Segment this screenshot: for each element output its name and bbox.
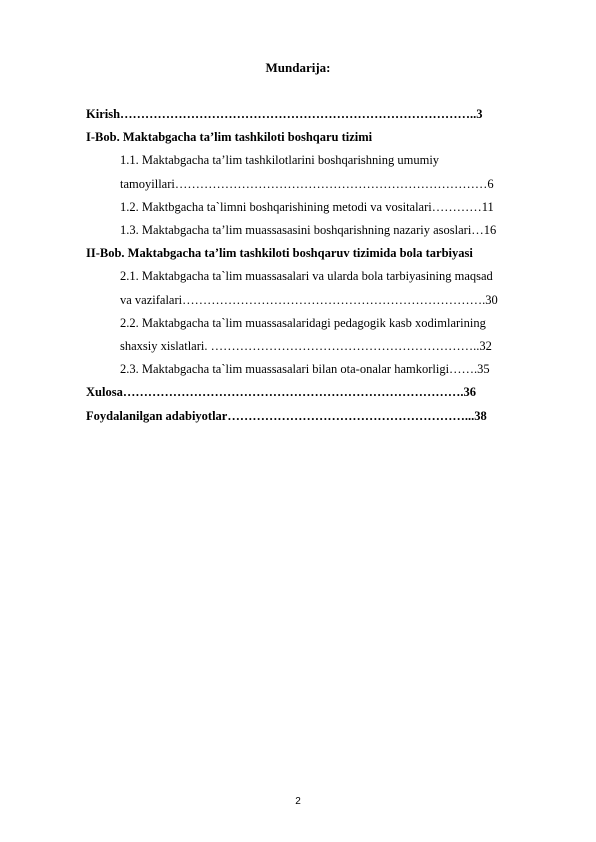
toc-entry-adabiyotlar: Foydalanilgan adabiyotlar…………………………………………………...38 xyxy=(86,408,487,423)
toc-chapter-1: I-Bob. Maktabgacha ta’lim tashkiloti boshqaru tizimi xyxy=(86,130,373,145)
toc-section-2-2-continued: shaxsiy xislatlari. ………………………………………………………..32 xyxy=(120,339,492,354)
toc-section-1-1-continued: tamoyillari…………………………………………………………………6 xyxy=(120,176,494,191)
toc-section-2-2: 2.2. Maktabgacha ta`lim muassasalaridagi pedagogik kasb xodimlarining xyxy=(120,315,486,330)
toc-section-1-1: 1.1. Maktabgacha ta’lim tashkilotlarini boshqarishning umumiy xyxy=(120,153,440,168)
toc-section-1-2: 1.2. Maktbgacha ta`limni boshqarishining metodi va vositalari…………11 xyxy=(120,199,494,214)
page-number: 2 xyxy=(295,796,301,807)
page-title: Mundarija: xyxy=(265,60,331,75)
toc-section-1-3: 1.3. Maktabgacha ta’lim muassasasini boshqarishning nazariy asoslari…16 xyxy=(120,223,497,238)
toc-section-2-1: 2.1. Maktabgacha ta`lim muassasalari va ularda bola tarbiyasining maqsad xyxy=(120,269,493,284)
toc-entry-xulosa: Xulosa……………………………………………………………………….36 xyxy=(86,385,476,400)
table-of-contents xyxy=(86,103,556,428)
toc-section-2-3: 2.3. Maktabgacha ta`lim muassasalari bilan ota-onalar hamkorligi…….35 xyxy=(120,362,490,377)
toc-section-2-1-continued: va vazifalari……………………………………………………………….30 xyxy=(120,292,498,307)
toc-chapter-2: II-Bob. Maktabgacha ta’lim tashkiloti boshqaruv tizimida bola tarbiyasi xyxy=(86,246,473,261)
toc-entry-kirish: Kirish…………………………………………………………………………..3 xyxy=(86,107,483,121)
